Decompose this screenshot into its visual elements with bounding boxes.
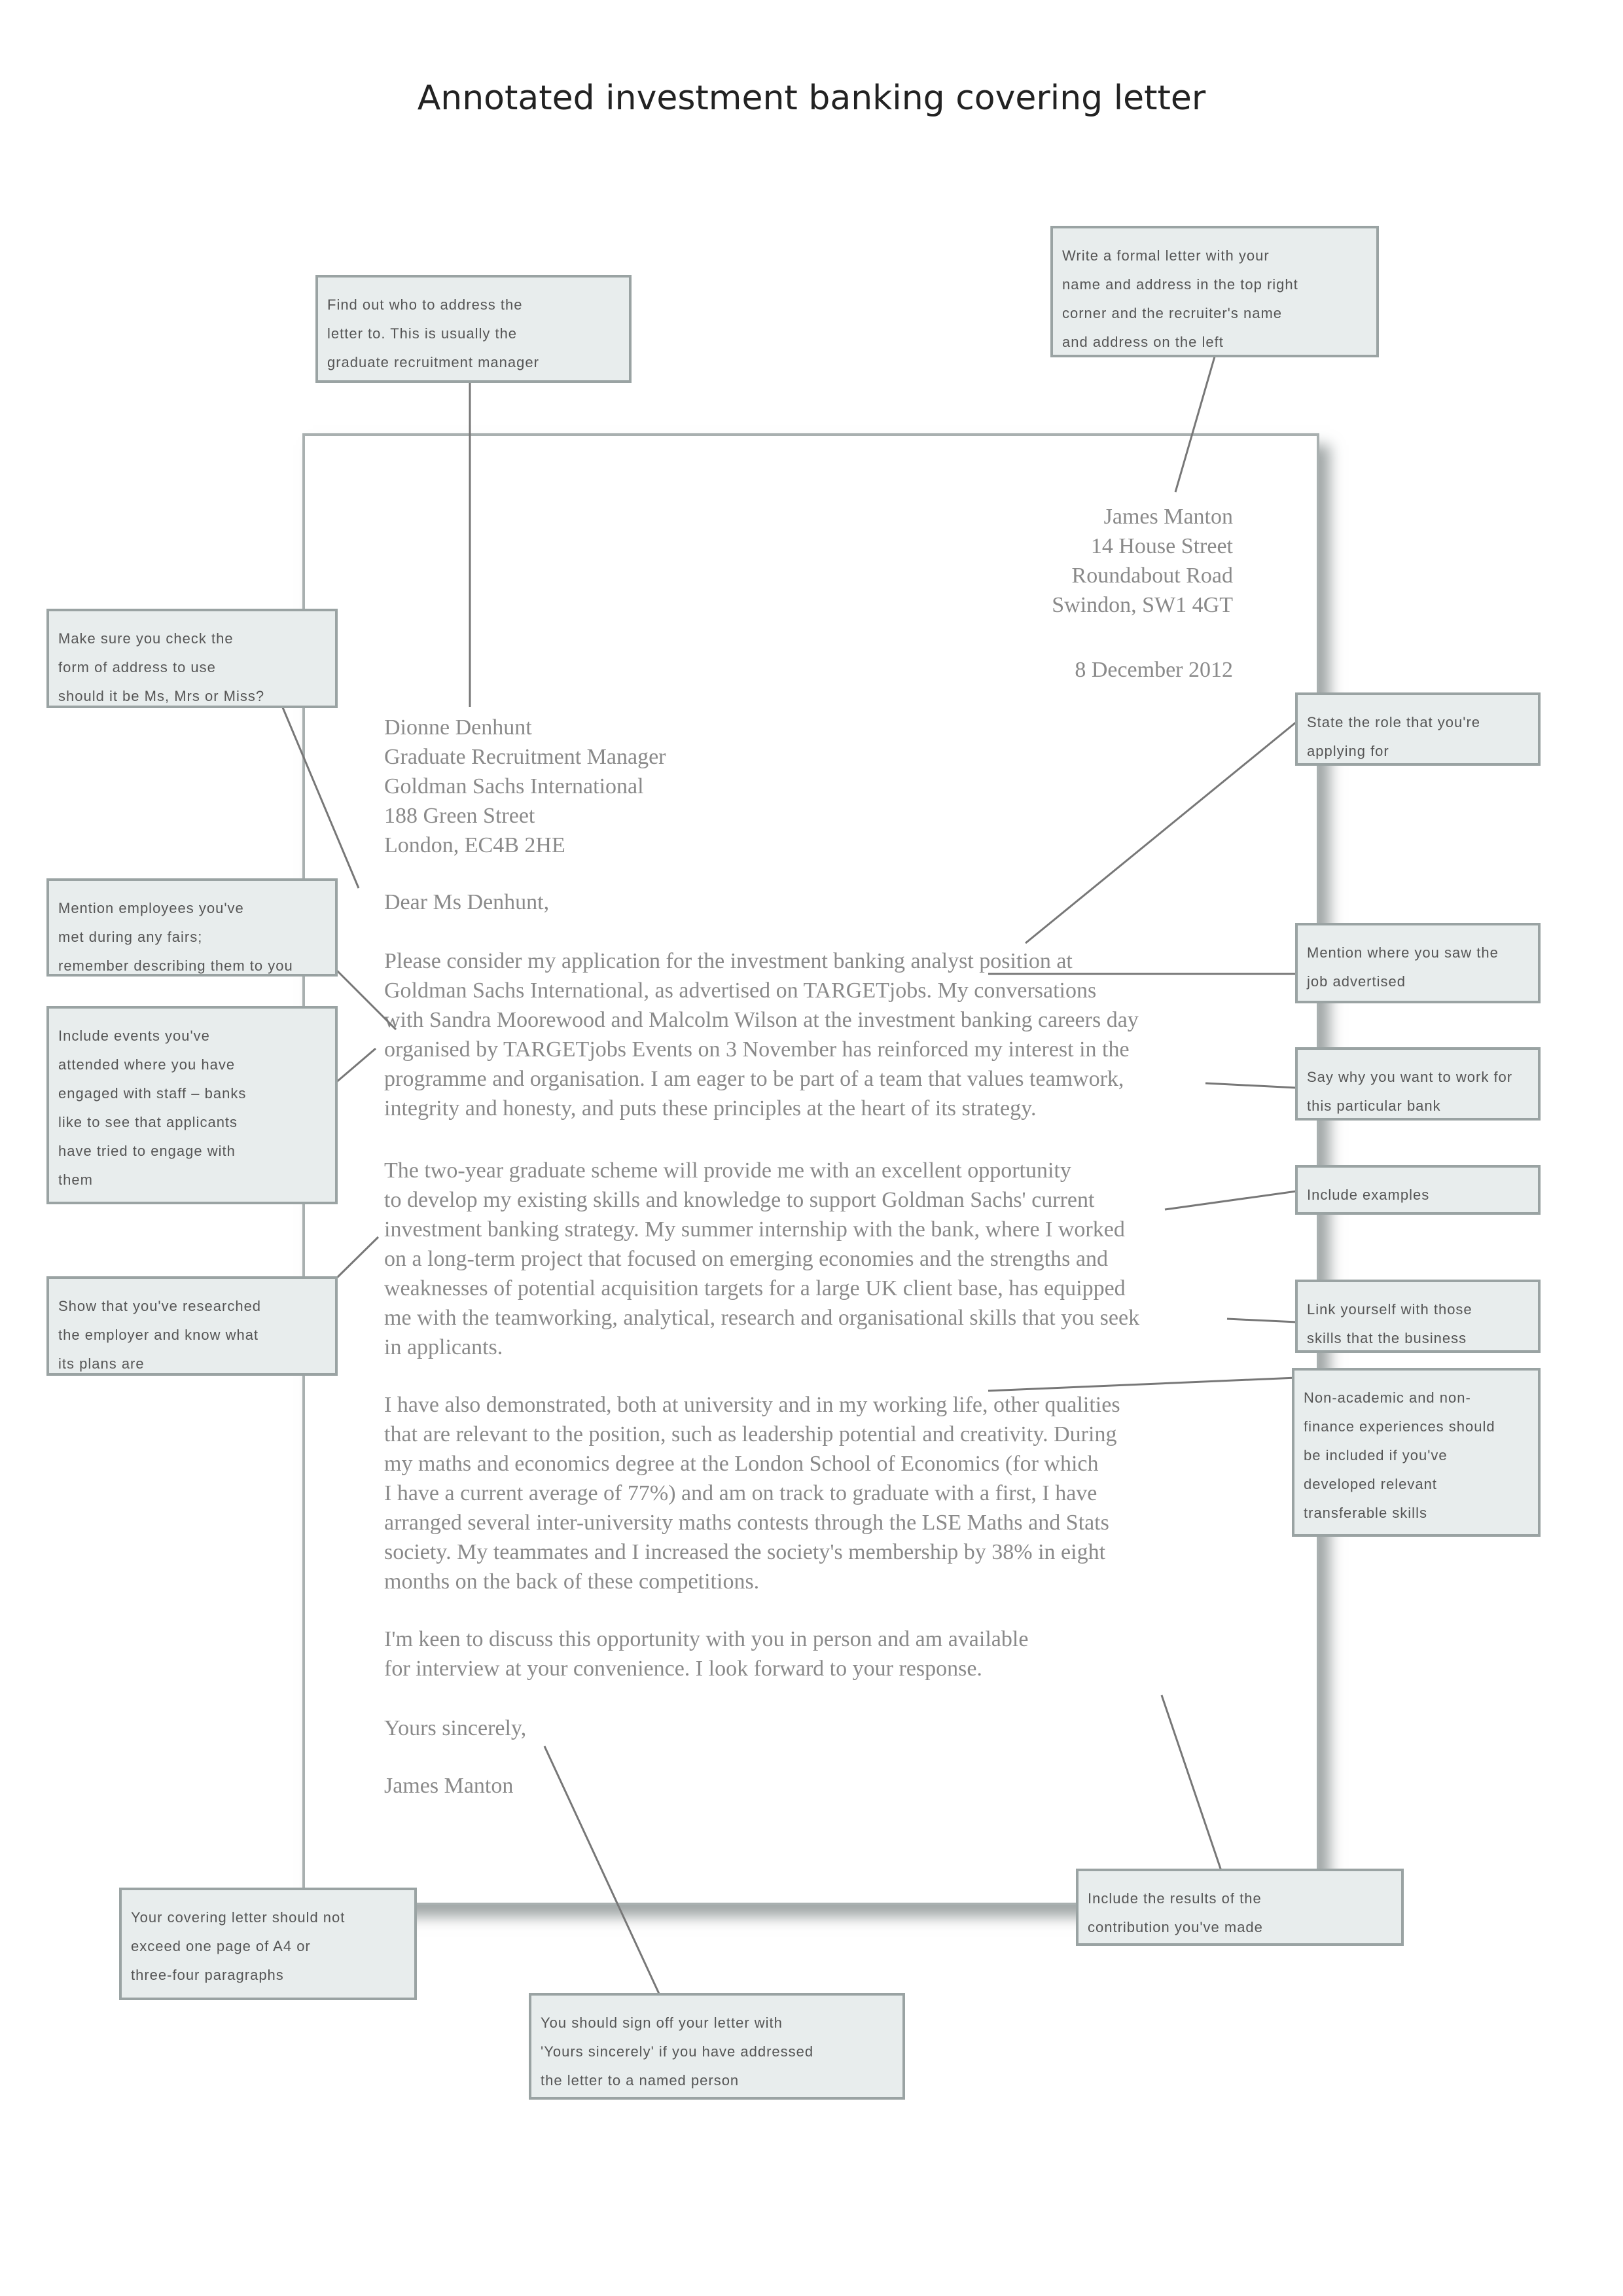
sender-line: 14 House Street [1090,534,1233,558]
annotation-line: exceed one page of A4 or [131,1938,311,1954]
annotation-line: like to see that applicants [58,1114,238,1130]
paragraph-line: programme and organisation. I am eager to be part of a team that values teamwork, [384,1067,1124,1091]
annotation-line: Include examples [1307,1187,1430,1203]
annotation-line: the employer and know what [58,1327,259,1343]
recipient-line: Dionne Denhunt [384,715,532,740]
annotation-line: Mention employees you've [58,900,244,916]
annotation-line: State the role that you're [1307,714,1481,730]
connector-line [335,1049,376,1083]
recipient-line: 188 Green Street [384,804,535,828]
paragraph-line: weaknesses of potential acquisition targets for a large UK client base, has equipped [384,1276,1126,1300]
annotation-line: this particular bank [1307,1098,1441,1114]
annotation-where-seen [1295,923,1541,1003]
annotation-line: developed relevant [1304,1476,1437,1492]
paragraph-line: Goldman Sachs International, as advertised on TARGETjobs. My conversations [384,978,1097,1003]
annotation-line: and address on the left [1062,334,1224,350]
annotation-sign-off [529,1993,905,2100]
annotation-line: attended where you have [58,1056,236,1073]
connector-line [1175,357,1215,492]
annotation-line: Find out who to address the [327,296,523,313]
annotation-non-academic [1292,1368,1541,1537]
annotation-line: contribution you've made [1088,1919,1263,1935]
connector-line [283,708,359,888]
connector-line [1205,1083,1296,1088]
annotation-line: them [58,1172,93,1188]
paragraph-line: Please consider my application for the investment banking analyst position at [384,949,1073,973]
annotation-line: engaged with staff – banks [58,1085,247,1102]
annotation-line: Non-academic and non- [1304,1390,1471,1406]
annotation-line: met during any fairs; [58,929,203,945]
connector-line [1026,722,1296,943]
annotation-line: name and address in the top right [1062,276,1298,293]
paragraph-line: investment banking strategy. My summer internship with the bank, where I worked [384,1217,1125,1242]
annotation-line: Your covering letter should not [131,1909,346,1926]
annotation-line: its plans are [58,1355,145,1372]
page-title: Annotated investment banking covering letter [417,79,1206,118]
connector-line [335,969,396,1030]
closing: Yours sincerely, [384,1716,527,1740]
annotation-results [1076,1869,1404,1946]
annotation-line: letter to. This is usually the [327,325,518,342]
connector-line [1162,1695,1221,1871]
salutation: Dear Ms Denhunt, [384,890,550,914]
sender-line: Swindon, SW1 4GT [1052,593,1233,617]
paragraph-line: organised by TARGETjobs Events on 3 November has reinforced my interest in the [384,1037,1130,1062]
recipient-line: Goldman Sachs International [384,774,644,798]
paragraph-line: arranged several inter-university maths contests through the LSE Maths and Stats [384,1511,1109,1535]
annotation-line: form of address to use [58,659,216,675]
paragraph-line: months on the back of these competitions. [384,1570,760,1594]
paragraph-line: society. My teammates and I increased the society's membership by 38% in eight [384,1540,1106,1564]
annotation-line: graduate recruitment manager [327,354,539,370]
annotation-letter-length [119,1888,417,2000]
annotation-mention-people [46,878,338,977]
annotation-events [46,1006,338,1204]
annotation-sender-address [1050,226,1379,357]
paragraph-line: my maths and economics degree at the London School of Economics (for which [384,1452,1099,1476]
paragraph-line: integrity and honesty, and puts these principles at the heart of its strategy. [384,1096,1037,1121]
annotation-line: should it be Ms, Mrs or Miss? [58,688,265,704]
recipient-line: Graduate Recruitment Manager [384,745,666,769]
recipient-line: London, EC4B 2HE [384,833,565,857]
connector-line [1165,1191,1296,1210]
annotation-line: be included if you've [1304,1447,1448,1463]
letter-date: 8 December 2012 [1075,658,1233,682]
annotation-line: three-four paragraphs [131,1967,284,1983]
sender-line: Roundabout Road [1071,564,1233,588]
paragraph-line: The two-year graduate scheme will provide me with an excellent opportunity [384,1158,1071,1183]
paragraph-line: me with the teamworking, analytical, research and organisational skills that you seek [384,1306,1140,1330]
annotation-line: Mention where you saw the [1307,944,1499,961]
annotation-line: Include events you've [58,1028,210,1044]
annotation-research [46,1276,338,1376]
annotation-why-firm [1295,1047,1541,1121]
paragraph-line: I have a current average of 77%) and am on track to graduate with a first, I have [384,1481,1097,1505]
paragraph-line: on a long-term project that focused on emerging economies and the strengths and [384,1247,1108,1271]
annotation-line: skills that the business [1307,1330,1467,1346]
connector-line [335,1237,378,1280]
annotation-line: the letter to a named person [541,2072,740,2089]
annotation-line: Write a formal letter with your [1062,247,1270,264]
annotation-line: transferable skills [1304,1505,1427,1521]
connector-line [1227,1319,1296,1322]
annotation-line: 'Yours sincerely' if you have addressed [541,2043,814,2060]
annotation-examples [1295,1165,1541,1215]
annotation-line: Show that you've researched [58,1298,262,1314]
annotation-role [1295,692,1541,766]
annotation-line: Link yourself with those [1307,1301,1472,1318]
signature: James Manton [384,1774,514,1798]
paragraph-line: in applicants. [384,1335,503,1359]
annotation-line: Make sure you check the [58,630,234,647]
annotation-line: Say why you want to work for [1307,1069,1513,1085]
paragraph-line: with Sandra Moorewood and Malcolm Wilson at the investment banking careers day [384,1008,1139,1032]
annotation-line: applying for [1307,743,1389,759]
paragraph-line: to develop my existing skills and knowledge to support Goldman Sachs' current [384,1188,1095,1212]
paragraph-line: for interview at your convenience. I look forward to your response. [384,1657,982,1681]
annotation-line: Include the results of the [1088,1890,1262,1907]
annotation-form-of-address [46,609,338,708]
annotation-line: corner and the recruiter's name [1062,305,1283,321]
annotation-link-skills [1295,1280,1541,1353]
annotation-line: have tried to engage with [58,1143,236,1159]
paragraph-line: that are relevant to the position, such as leadership potential and creativity. During [384,1422,1117,1446]
annotation-line: remember describing them to you [58,958,293,974]
annotation-contact-name [315,275,632,383]
annotation-line: finance experiences should [1304,1418,1495,1435]
connector-line [544,1746,659,1994]
annotation-line: job advertised [1307,973,1406,990]
paragraph-line: I have also demonstrated, both at university and in my working life, other qualities [384,1393,1120,1417]
connector-line [988,1378,1296,1391]
sender-line: James Manton [1103,505,1233,529]
annotation-line: You should sign off your letter with [541,2015,783,2031]
paragraph-line: I'm keen to discuss this opportunity with you in person and am available [384,1627,1029,1651]
